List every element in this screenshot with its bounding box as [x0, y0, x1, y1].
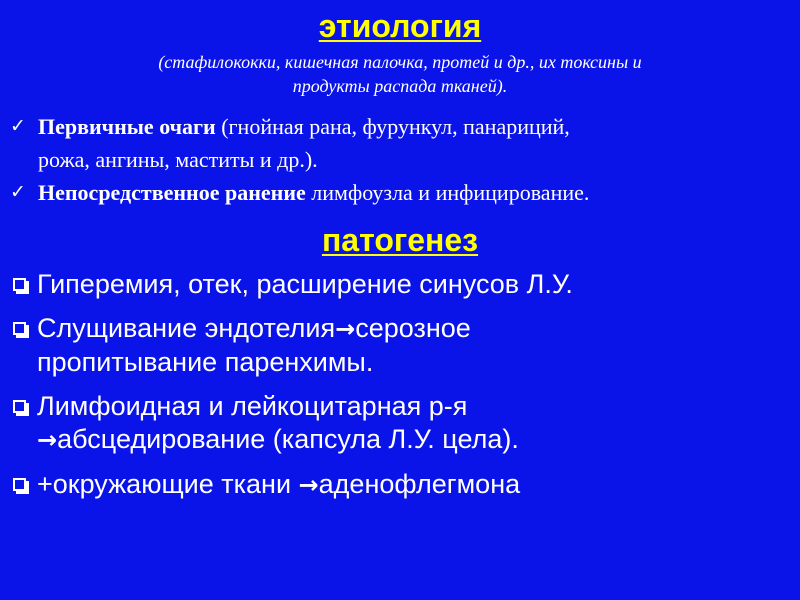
list-item: [10, 268, 780, 301]
square-bullet-icon: [13, 278, 26, 291]
etiology-subtitle-line1: (стафилококки, кишечная палочка, протей и др., их токсины и: [158, 52, 642, 72]
etiology-item-bold: Непосредственное ранение: [38, 180, 306, 205]
pathogenesis-item-text: серозное: [355, 313, 471, 343]
pathogenesis-item-text: аденофлегмона: [318, 469, 521, 499]
arrow-right-icon: →: [335, 315, 356, 343]
pathogenesis-item-text: абсцедирование (капсула Л.У. цела).: [57, 424, 519, 454]
etiology-list: [8, 110, 788, 209]
pathogenesis-item-text: +окружающие ткани: [37, 469, 299, 499]
etiology-subtitle-line2: продукты распада тканей).: [292, 76, 508, 96]
pathogenesis-item-line: Гиперемия, отек, расширение синусов Л.У.: [37, 269, 573, 299]
etiology-item-line2: рожа, ангины, маститы и др.).: [38, 147, 318, 172]
etiology-subtitle: [40, 50, 760, 98]
pathogenesis-title: патогенез: [321, 222, 479, 258]
pathogenesis-item-text: Слущивание эндотелия: [37, 313, 336, 343]
pathogenesis-item-line2: [37, 423, 780, 457]
etiology-item-line: [38, 176, 788, 209]
square-bullet-icon: [13, 322, 26, 335]
pathogenesis-item-line: [37, 468, 780, 502]
pathogenesis-item-line: [37, 312, 780, 346]
square-bullet-icon: [13, 478, 26, 491]
check-icon: ✓: [10, 181, 26, 203]
etiology-item-text: (гнойная рана, фурункул, панариций,: [215, 114, 570, 139]
pathogenesis-list: [10, 268, 780, 513]
list-item: [8, 176, 788, 209]
pathogenesis-item-line: Лимфоидная и лейкоцитарная р-я: [37, 391, 468, 421]
list-item: [10, 390, 780, 457]
etiology-item-line: [38, 110, 788, 143]
arrow-right-icon: →: [37, 426, 58, 454]
list-item: [8, 110, 788, 176]
check-icon: ✓: [10, 115, 26, 137]
square-bullet-icon: [13, 400, 26, 413]
etiology-item-bold: Первичные очаги: [38, 114, 216, 139]
list-item: [10, 468, 780, 502]
list-item: [10, 312, 780, 379]
pathogenesis-item-line2: пропитывание паренхимы.: [37, 347, 374, 377]
etiology-item-text: лимфоузла и инфицирование.: [305, 180, 590, 205]
arrow-right-icon: →: [298, 471, 319, 499]
etiology-title: этиология: [318, 8, 482, 44]
